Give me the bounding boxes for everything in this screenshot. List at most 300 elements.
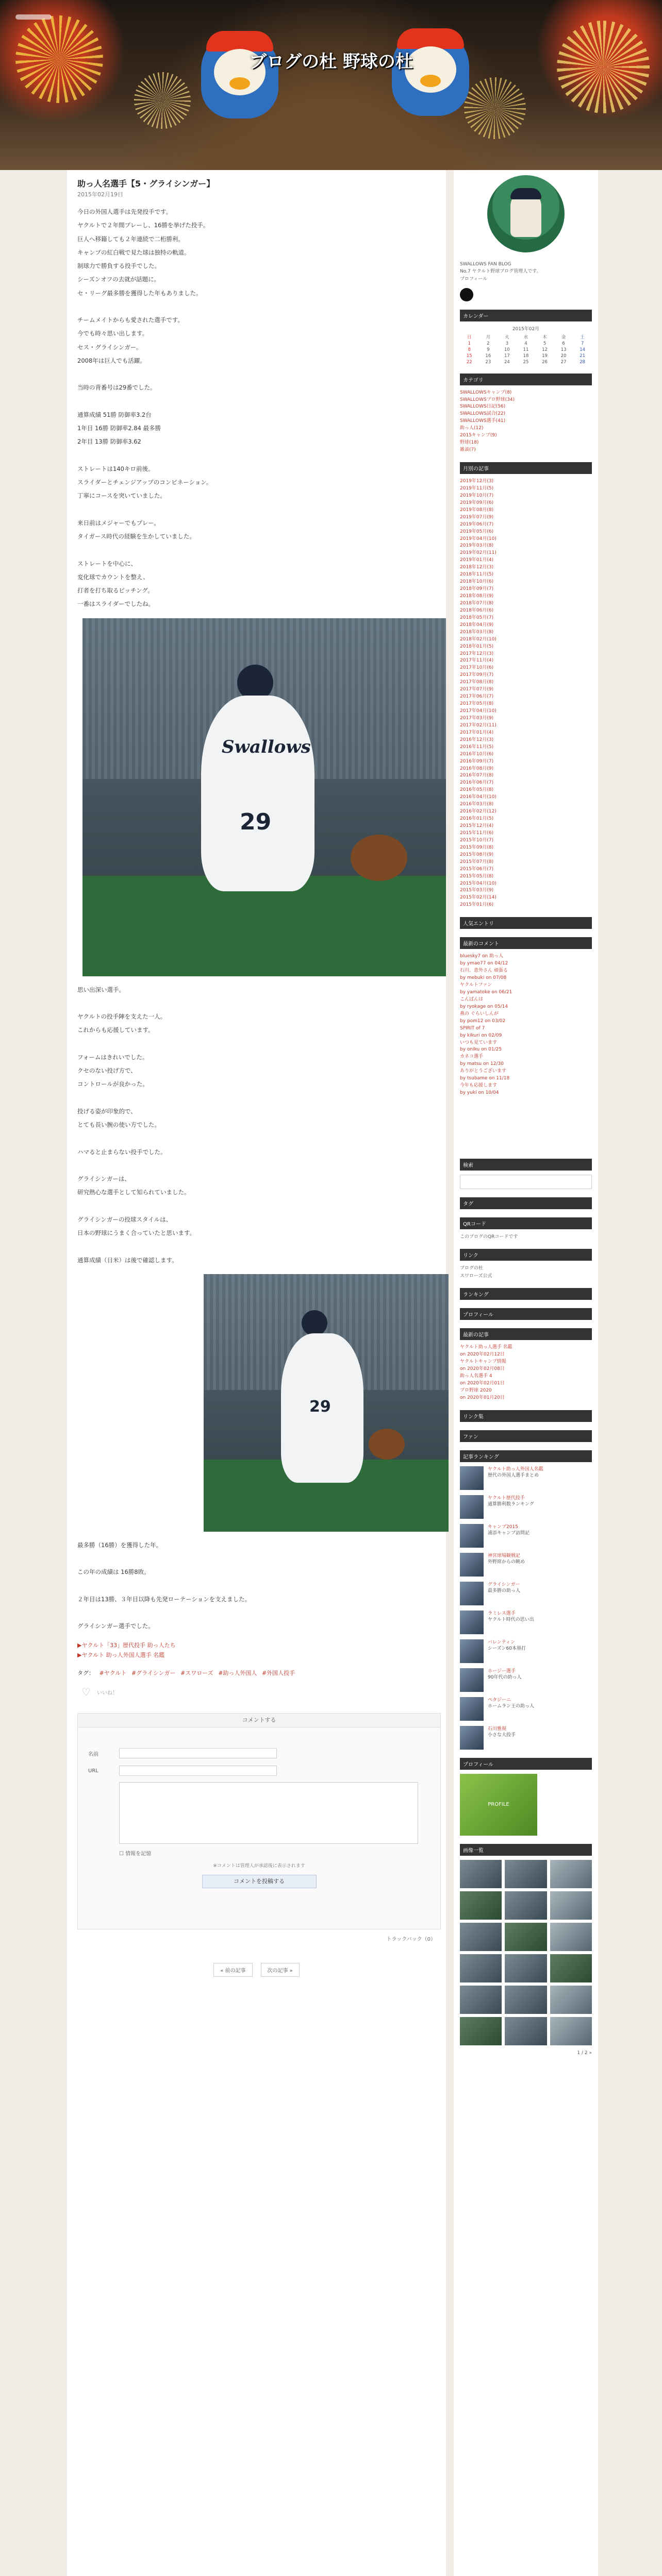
ranking-text xyxy=(488,1582,520,1605)
comment-item[interactable]: SPIRIT of 7 xyxy=(460,1025,485,1031)
calendar-day[interactable]: 24 xyxy=(504,359,510,365)
photos-heading: 画像一覧 xyxy=(460,1844,592,1856)
heart-icon[interactable]: ♡ xyxy=(81,1686,91,1699)
calendar-day[interactable]: 3 xyxy=(505,341,509,346)
post-paragraph: 一番はスライダーでしたね。 xyxy=(77,600,155,608)
archive-item[interactable]: 2016年02月(12) xyxy=(460,809,496,815)
comment-item[interactable]: by kikuri on 02/09 xyxy=(460,1032,502,1038)
comment-item[interactable]: ありがとうございます xyxy=(460,1069,507,1074)
ranking-thumbnail[interactable] xyxy=(460,1611,484,1634)
photo-thumb[interactable] xyxy=(460,1923,502,1951)
ranking-title[interactable]: ヤクルト助っ人外国人名鑑 xyxy=(488,1466,543,1472)
ranking-description: 歴代の外国人選手まとめ xyxy=(488,1473,539,1479)
recent-post-item[interactable]: 助っ人名選手 4 xyxy=(460,1373,492,1379)
post-paragraph: この年の成績は 16勝8敗。 xyxy=(77,1568,150,1576)
ranking-title[interactable]: キャンプ2015 xyxy=(488,1524,518,1530)
archive-item[interactable]: 2015年11月(6) xyxy=(460,830,494,836)
calendar-day[interactable]: 26 xyxy=(542,359,548,365)
pitcher-photo-2[interactable] xyxy=(204,1274,449,1532)
archive-item[interactable]: 2015年09月(8) xyxy=(460,844,494,850)
tag-list xyxy=(77,1669,436,1677)
recent-post-item[interactable]: プロ野球 2020 xyxy=(460,1387,492,1393)
comment-item[interactable]: by yuki on 10/04 xyxy=(460,1090,499,1096)
post-paragraph: 変化球でカウントを整え、 xyxy=(77,573,149,581)
post-paragraph: ２年目は13勝、３年目以降も先発ローテーションを支えました。 xyxy=(77,1595,251,1603)
comment-item[interactable]: いつも見ています xyxy=(460,1040,498,1045)
archive-item[interactable]: 2019年09月(6) xyxy=(460,500,494,505)
photo-thumb[interactable] xyxy=(550,1891,592,1920)
search-input[interactable] xyxy=(460,1175,592,1189)
url-input[interactable] xyxy=(119,1766,277,1776)
like-label: いいね！ xyxy=(97,1690,118,1696)
comment-item[interactable]: ヤクルトファン xyxy=(460,982,492,988)
profile-avatar[interactable] xyxy=(487,175,565,252)
related-link[interactable]: ▶ヤクルト 助っ人外国人選手 名鑑 xyxy=(77,1652,165,1659)
photo-thumb[interactable] xyxy=(550,1986,592,2014)
post-paragraph: キャンプの紅白戦で見た球は独特の軌道。 xyxy=(77,248,190,256)
archive-item[interactable]: 2015年07月(8) xyxy=(460,859,494,865)
post-paragraph: セス・グライシンガー。 xyxy=(77,343,142,351)
ranking-thumbnail[interactable] xyxy=(460,1697,484,1721)
archive-item[interactable]: 2016年12月(3) xyxy=(460,737,494,742)
category-item[interactable]: 雑談(7) xyxy=(460,447,476,453)
name-label: 名前 xyxy=(88,1751,98,1757)
calendar-day[interactable]: 13 xyxy=(560,347,567,352)
post-paragraph: ストレートは140キロ前後。 xyxy=(77,465,154,472)
category-item[interactable]: SWALLOWSプロ野球(34) xyxy=(460,397,515,402)
ranking-description: 通算勝利数ランキング xyxy=(488,1502,534,1507)
post-body-bottom xyxy=(77,1541,436,1631)
post-paragraph: 思い出深い選手。 xyxy=(77,986,125,993)
ranking-title[interactable]: 神宮球場観戦記 xyxy=(488,1553,521,1558)
calendar-day[interactable]: 28 xyxy=(580,359,586,365)
calendar-day[interactable]: 19 xyxy=(542,353,548,359)
ranking-item[interactable] xyxy=(460,1582,592,1605)
ranking-description: 90年代の助っ人 xyxy=(488,1675,522,1681)
calendar-heading: カレンダー xyxy=(460,310,592,321)
name-input[interactable] xyxy=(119,1748,277,1758)
archive-item[interactable]: 2016年04月(10) xyxy=(460,794,496,800)
archive-item[interactable]: 2018年03月(8) xyxy=(460,629,494,635)
category-item[interactable]: SWALLOWSキャンプ(8) xyxy=(460,389,512,395)
archive-item[interactable]: 2018年07月(8) xyxy=(460,600,494,606)
main-content xyxy=(67,170,446,2576)
archive-item[interactable]: 2018年09月(7) xyxy=(460,586,494,592)
ranking-item[interactable] xyxy=(460,1697,592,1721)
photo-thumb[interactable] xyxy=(550,1923,592,1951)
ranking-description: ヤクルト時代の思い出 xyxy=(488,1617,534,1623)
pro-heading: プロフィール xyxy=(460,1758,592,1770)
post-paragraph: 今日の外国人選手は先発投手です。 xyxy=(77,208,172,215)
post-paragraph: 当時の背番号は29番でした。 xyxy=(77,384,156,392)
post-paragraph: セ・リーグ最多勝を獲得した年もありました。 xyxy=(77,289,202,297)
follow-button-icon[interactable] xyxy=(460,288,473,301)
post-paragraph xyxy=(77,1554,436,1563)
archive-item[interactable]: 2019年07月(9) xyxy=(460,514,494,520)
tag-link[interactable]: #助っ人外国人 xyxy=(218,1670,257,1677)
archive-item[interactable]: 2019年02月(11) xyxy=(460,550,496,556)
qr-heading: QRコード xyxy=(460,1217,592,1229)
comment-note: ※コメントは管理人が承認後に表示されます xyxy=(213,1863,305,1869)
archive-item[interactable]: 2019年10月(7) xyxy=(460,493,494,498)
post-paragraph: 巨人へ移籍しても２年連続で二桁勝利。 xyxy=(77,235,184,243)
calendar-day[interactable]: 5 xyxy=(543,341,547,346)
category-item[interactable]: 野球(18) xyxy=(460,440,479,446)
comment-item[interactable]: 今年も応援します xyxy=(460,1083,498,1089)
ranking-description: 最多勝の助っ人 xyxy=(488,1588,521,1594)
archive-item[interactable]: 2018年06月(6) xyxy=(460,607,494,613)
post-paragraph: シーズンオフの去就が話題に。 xyxy=(77,276,160,283)
archive-list xyxy=(460,478,592,909)
post-paragraph: タイガース時代の経験を生かしていました。 xyxy=(77,533,195,540)
archive-item[interactable]: 2019年05月(6) xyxy=(460,529,494,534)
post-paragraph: クセのない投げ方で、 xyxy=(77,1067,137,1074)
ranking-description: 外野席からの眺め xyxy=(488,1560,525,1565)
profile-description: No.7 ヤクルト野球ブログ管理人です。 xyxy=(460,269,541,275)
ranking-item[interactable] xyxy=(460,1495,592,1519)
post-paragraph: 打者を打ち取るピッチング。 xyxy=(77,587,154,594)
comment-item[interactable]: by yamatoke on 06/21 xyxy=(460,989,512,995)
site-title[interactable]: ブログの杜 野球の杜 xyxy=(249,52,413,72)
ranking-thumbnail[interactable] xyxy=(460,1495,484,1519)
ranking-title[interactable]: ペタジーニ xyxy=(488,1697,511,1703)
uniform-number: 29 xyxy=(240,808,272,835)
ranking-thumbnail[interactable] xyxy=(460,1524,484,1548)
category-list xyxy=(460,389,592,454)
archive-item[interactable]: 2019年11月(5) xyxy=(460,485,494,491)
calendar-day[interactable]: 12 xyxy=(542,347,548,352)
photo-grid xyxy=(460,1860,592,2045)
archive-item[interactable]: 2019年04月(10) xyxy=(460,536,496,541)
archive-item[interactable]: 2018年10月(6) xyxy=(460,579,494,585)
comment-item[interactable]: by ryokage on 05/14 xyxy=(460,1004,508,1009)
archive-item[interactable]: 2015年10月(7) xyxy=(460,837,494,843)
trackback-link[interactable]: トラックバック（0） xyxy=(386,1937,436,1943)
ranking-title[interactable]: ヤクルト歴代投手 xyxy=(488,1495,525,1501)
post-paragraph: これからも応援しています。 xyxy=(77,1026,154,1034)
calendar-weekday: 金 xyxy=(561,334,566,340)
photo-thumb[interactable] xyxy=(505,2017,547,2045)
firework-decoration xyxy=(464,77,526,139)
recent-post-item[interactable]: on 2020年02月01日 xyxy=(460,1380,505,1386)
tag-link[interactable]: #スワローズ xyxy=(180,1670,213,1677)
ranking-title[interactable]: 石川雅規 xyxy=(488,1726,507,1732)
archive-item[interactable]: 2015年02月(14) xyxy=(460,895,496,901)
archive-item[interactable]: 2018年08月(9) xyxy=(460,594,494,599)
post-paragraph xyxy=(77,1161,436,1170)
calendar-day[interactable]: 23 xyxy=(485,359,491,365)
comment-item[interactable]: by tsubame on 11/18 xyxy=(460,1076,510,1081)
photo-thumb[interactable] xyxy=(460,1954,502,1982)
post-paragraph xyxy=(77,1094,436,1103)
post-paragraph xyxy=(77,302,436,311)
archive-item[interactable]: 2017年10月(6) xyxy=(460,665,494,671)
calendar-day[interactable]: 22 xyxy=(466,359,472,365)
calendar-weekday: 木 xyxy=(542,334,547,340)
archive-item[interactable]: 2015年03月(9) xyxy=(460,888,494,893)
category-item[interactable]: SWALLOWS日記(56) xyxy=(460,404,506,410)
recent-post-item[interactable]: on 2020年02月12日 xyxy=(460,1352,505,1358)
prev-post-button[interactable]: « 前の記事 xyxy=(213,1963,252,1977)
calendar-day[interactable]: 27 xyxy=(560,359,567,365)
calendar-day[interactable]: 14 xyxy=(580,347,586,352)
post-body-middle xyxy=(77,986,436,1265)
tags-heading: タグ xyxy=(460,1197,592,1209)
uniform-logo: Swallows xyxy=(222,736,311,757)
archive-item[interactable]: 2015年12月(4) xyxy=(460,823,494,828)
ranking-thumbnail[interactable] xyxy=(460,1639,484,1663)
archive-item[interactable]: 2016年09月(7) xyxy=(460,758,494,764)
post-paragraph: ヤクルトの投手陣を支えた一人。 xyxy=(77,1013,167,1020)
post-paragraph xyxy=(77,1202,436,1211)
ranking-list xyxy=(460,1466,592,1750)
calendar-day[interactable]: 16 xyxy=(485,353,491,359)
photo-thumb[interactable] xyxy=(550,1860,592,1888)
comment-item[interactable]: by matsu on 12/30 xyxy=(460,1061,504,1067)
comment-item[interactable]: カネコ選手 xyxy=(460,1054,484,1060)
calendar-day[interactable]: 11 xyxy=(523,347,529,352)
next-post-button[interactable]: 次の記事 » xyxy=(261,1963,300,1977)
pro-badge-image[interactable]: PROFILE xyxy=(460,1774,537,1836)
post-paragraph: チームメイトからも愛された選手です。 xyxy=(77,316,184,324)
archive-item[interactable]: 2017年11月(4) xyxy=(460,658,494,664)
calendar-weekday: 日 xyxy=(467,334,472,340)
archive-item[interactable]: 2016年03月(8) xyxy=(460,802,494,807)
comment-item[interactable]: 石川、意外さん 頑張る xyxy=(460,968,508,974)
tag-label: タグ： xyxy=(77,1670,94,1677)
calendar-day[interactable]: 8 xyxy=(468,347,471,352)
post-paragraph: グライシンガーの投球スタイルは、 xyxy=(77,1215,172,1223)
comment-item[interactable]: by oniku on 01/25 xyxy=(460,1047,502,1053)
calendar-day[interactable]: 25 xyxy=(523,359,529,365)
calendar-day[interactable]: 17 xyxy=(504,353,510,359)
calendar-weekday: 火 xyxy=(505,334,509,340)
archive-item[interactable]: 2017年09月(7) xyxy=(460,672,494,678)
calendar-day[interactable]: 7 xyxy=(581,341,584,346)
post-paragraph: 最多勝（16勝）を獲得した年。 xyxy=(77,1541,162,1549)
sidebar-link[interactable]: ブログの杜 xyxy=(460,1266,484,1272)
tag-link[interactable]: #ヤクルト xyxy=(99,1670,127,1677)
post-paragraph xyxy=(77,1134,436,1143)
photo-pager[interactable]: 1 / 2 » xyxy=(577,2050,592,2056)
recent-comments-list xyxy=(460,953,592,1097)
ranking-title[interactable]: バレンティン xyxy=(488,1639,516,1645)
comment-item[interactable]: bluesky7 on 助っ人 xyxy=(460,954,504,959)
archive-item[interactable]: 2016年06月(7) xyxy=(460,780,494,786)
archive-item[interactable]: 2019年01月(4) xyxy=(460,557,494,563)
post-paragraph: 通算成績 51勝 防御率3.2台 xyxy=(77,411,152,418)
popular-heading: 人気エントリ xyxy=(460,917,592,929)
post-title[interactable]: 助っ人名選手【5・グライシンガー】 xyxy=(77,179,215,189)
archive-item[interactable]: 2018年01月(5) xyxy=(460,643,494,649)
post-paragraph xyxy=(77,546,436,554)
archive-item[interactable]: 2017年01月(4) xyxy=(460,730,494,735)
ranking-item[interactable] xyxy=(460,1553,592,1577)
calendar-day[interactable]: 15 xyxy=(466,353,472,359)
archive-item[interactable]: 2018年12月(3) xyxy=(460,565,494,570)
ranking-thumbnail[interactable] xyxy=(460,1553,484,1577)
post-paragraph: スライダーとチェンジアップのコンビネーション。 xyxy=(77,479,212,486)
photo-thumb[interactable] xyxy=(460,1986,502,2014)
photo-thumb[interactable] xyxy=(505,1923,547,1951)
ranking-item[interactable] xyxy=(460,1611,592,1634)
firework-decoration xyxy=(134,72,191,129)
archive-item[interactable]: 2017年06月(7) xyxy=(460,694,494,700)
calendar-day[interactable]: 6 xyxy=(562,341,565,346)
url-label: URL xyxy=(88,1768,98,1774)
calendar-table xyxy=(460,333,592,365)
ranking-text xyxy=(488,1611,534,1634)
comment-form-heading: コメントする xyxy=(78,1714,440,1727)
archive-item[interactable]: 2016年05月(8) xyxy=(460,787,494,793)
comment-item[interactable]: by pom12 on 03/02 xyxy=(460,1018,506,1024)
archive-item[interactable]: 2015年05月(8) xyxy=(460,873,494,879)
ranking-thumbnail[interactable] xyxy=(460,1466,484,1490)
comment-item[interactable]: こんばんは xyxy=(460,996,484,1002)
post-paragraph xyxy=(77,1242,436,1251)
recent-post-item[interactable]: on 2020年02月08日 xyxy=(460,1366,505,1371)
fan-heading: ファン xyxy=(460,1430,592,1442)
ranking-item[interactable] xyxy=(460,1524,592,1548)
archive-item[interactable]: 2019年08月(8) xyxy=(460,507,494,513)
photo-thumb[interactable] xyxy=(505,1986,547,2014)
calendar-day[interactable]: 2 xyxy=(487,341,490,346)
archive-item[interactable]: 2016年08月(9) xyxy=(460,766,494,771)
archive-item[interactable]: 2015年08月(9) xyxy=(460,852,494,857)
comment-textarea[interactable] xyxy=(119,1782,418,1844)
checkbox-icon[interactable]: ☐ xyxy=(119,1851,124,1857)
calendar-day[interactable]: 1 xyxy=(468,341,471,346)
recent-post-item[interactable]: ヤクルト助っ人選手 名鑑 xyxy=(460,1345,512,1350)
calendar-day[interactable]: 4 xyxy=(524,341,527,346)
ranking-thumbnail[interactable] xyxy=(460,1582,484,1605)
archive-item[interactable]: 2017年05月(8) xyxy=(460,701,494,707)
post-paragraph: コントロールが良かった。 xyxy=(77,1080,148,1088)
calendar-day[interactable]: 20 xyxy=(560,353,567,359)
post-paragraph xyxy=(77,451,436,460)
post-paragraph xyxy=(77,505,436,514)
post-paragraph: 日本の野球にうまく合っていたと思います。 xyxy=(77,1229,196,1236)
ranking-description: ホームラン王の助っ人 xyxy=(488,1704,535,1709)
calendar-day[interactable]: 10 xyxy=(504,347,510,352)
ranking-item[interactable] xyxy=(460,1466,592,1490)
ranking-item[interactable] xyxy=(460,1639,592,1663)
photo-thumb[interactable] xyxy=(550,1954,592,1982)
pitcher-photo[interactable] xyxy=(82,618,446,976)
recent-post-item[interactable]: on 2020年01月20日 xyxy=(460,1395,505,1400)
category-item[interactable]: SWALLOWS試合(22) xyxy=(460,411,506,417)
ranking-thumbnail[interactable] xyxy=(460,1726,484,1750)
calendar-weekday: 土 xyxy=(580,334,585,340)
archive-item[interactable]: 2017年07月(9) xyxy=(460,687,494,692)
profile-link[interactable]: プロフィール xyxy=(460,276,488,282)
links-heading: リンク xyxy=(460,1249,592,1261)
search-heading: 検索 xyxy=(460,1159,592,1171)
archive-item[interactable]: 2016年07月(8) xyxy=(460,773,494,778)
category-item[interactable]: 助っ人(12) xyxy=(460,426,484,431)
comment-item[interactable]: by ymao77 on 04/12 xyxy=(460,961,508,967)
calendar-weekday: 月 xyxy=(486,334,491,340)
mascot-image-left xyxy=(201,31,278,118)
menu-icon[interactable] xyxy=(15,14,52,20)
photo-thumb[interactable] xyxy=(460,1860,502,1888)
submit-comment-button[interactable]: コメントを投稿する xyxy=(202,1875,317,1888)
post-paragraph: 1年目 16勝 防御率2.84 最多勝 xyxy=(77,425,161,432)
archive-item[interactable]: 2019年03月(8) xyxy=(460,543,494,549)
archive-item[interactable]: 2019年06月(7) xyxy=(460,521,494,527)
archive-item[interactable]: 2019年12月(3) xyxy=(460,479,494,484)
comment-item[interactable]: by mebuki on 07/08 xyxy=(460,975,507,981)
archive-item[interactable]: 2017年12月(3) xyxy=(460,651,494,656)
photo-thumb[interactable] xyxy=(505,1891,547,1920)
calendar-day[interactable]: 18 xyxy=(523,353,529,359)
post-paragraph: 2年目 13勝 防御率3.62 xyxy=(77,438,141,446)
photo-thumb[interactable] xyxy=(460,2017,502,2045)
recent-post-item[interactable]: ヤクルトキャンプ情報 xyxy=(460,1359,506,1365)
category-item[interactable]: 2015キャンプ(9) xyxy=(460,433,497,438)
post-body-top xyxy=(77,208,436,609)
archive-item[interactable]: 2015年04月(10) xyxy=(460,880,496,886)
archive-item[interactable]: 2017年02月(11) xyxy=(460,722,496,728)
archive-item[interactable]: 2017年03月(9) xyxy=(460,715,494,721)
ranking-text xyxy=(488,1726,516,1750)
archive-item[interactable]: 2016年10月(6) xyxy=(460,751,494,757)
archive-item[interactable]: 2015年01月(6) xyxy=(460,902,494,908)
post-paragraph xyxy=(77,1582,436,1590)
post-paragraph xyxy=(77,1608,436,1617)
ranking-title[interactable]: グライシンガー xyxy=(488,1582,520,1587)
archive-item[interactable]: 2016年11月(5) xyxy=(460,744,494,750)
ranking-item[interactable] xyxy=(460,1726,592,1750)
ranking-thumbnail[interactable] xyxy=(460,1668,484,1692)
ranking-title[interactable]: ホージー選手 xyxy=(488,1668,516,1674)
archive-item[interactable]: 2016年01月(5) xyxy=(460,816,494,822)
archive-item[interactable]: 2017年04月(10) xyxy=(460,708,496,714)
ranking-heading: ランキング xyxy=(460,1288,592,1300)
remember-label: 情報を記憶 xyxy=(125,1851,152,1857)
post-paragraph: フォームはきれいでした。 xyxy=(77,1053,148,1061)
archive-item[interactable]: 2018年04月(9) xyxy=(460,622,494,628)
archive-item[interactable]: 2018年11月(5) xyxy=(460,572,494,578)
photo-thumb[interactable] xyxy=(505,1954,547,1982)
sidebar-link[interactable]: スワローズ公式 xyxy=(460,1273,492,1279)
remember-option[interactable] xyxy=(119,1849,440,1857)
ranking-title[interactable]: ラミレス選手 xyxy=(488,1611,516,1616)
photo-thumb[interactable] xyxy=(460,1891,502,1920)
category-item[interactable]: SWALLOWS選手(41) xyxy=(460,418,506,424)
ranking-description: シーズン60本塁打 xyxy=(488,1646,526,1652)
ranking-text xyxy=(488,1553,525,1577)
archive-item[interactable]: 2018年02月(10) xyxy=(460,636,496,642)
post-paragraph: グライシンガーは、 xyxy=(77,1175,130,1182)
photo-thumb[interactable] xyxy=(505,1860,547,1888)
archive-item[interactable]: 2015年06月(7) xyxy=(460,866,494,872)
calendar-weekday: 水 xyxy=(523,334,528,340)
calendar-day[interactable]: 21 xyxy=(580,353,586,359)
ranking-item[interactable] xyxy=(460,1668,592,1692)
tag-link[interactable]: #グライシンガー xyxy=(131,1670,176,1677)
photo-thumb[interactable] xyxy=(550,2017,592,2045)
like-box xyxy=(81,1686,436,1698)
related-link[interactable]: ▶ヤクルト「33」歴代投手 助っ人たち xyxy=(77,1641,176,1649)
archive-item[interactable]: 2018年05月(7) xyxy=(460,615,494,620)
ranking-text xyxy=(488,1639,526,1663)
calendar-day[interactable]: 9 xyxy=(487,347,490,352)
comment-item[interactable]: 燕の ぐらいしんが xyxy=(460,1011,499,1016)
tag-link[interactable]: #外国人投手 xyxy=(261,1670,295,1677)
archive-item[interactable]: 2017年08月(8) xyxy=(460,680,494,685)
post-paragraph: 2008年は巨人でも活躍。 xyxy=(77,357,146,364)
